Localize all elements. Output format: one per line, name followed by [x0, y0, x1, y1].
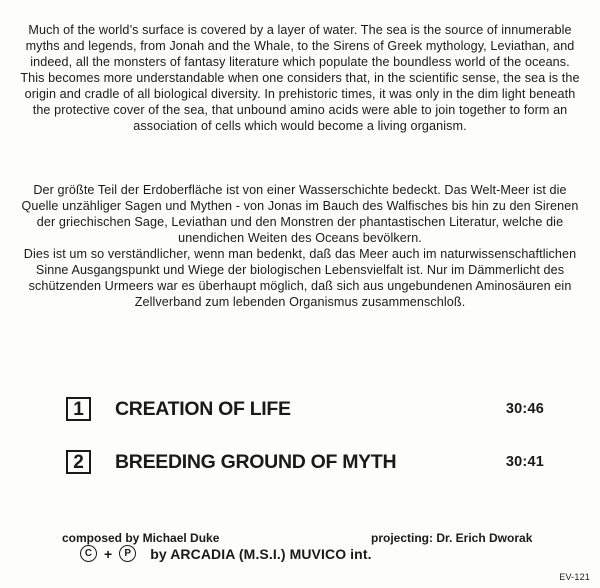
- english-paragraph-2: This becomes more understandable when one considers that, in the scientific sense, the sea is the origin and cradle of all biological diversity. In prehistoric times, it was only in the dim light beneath the protective cover of the sea, that unbound amino acids were able to join together to form an association of cells which would become a living organism.: [20, 71, 580, 133]
- copyright-line: [80, 545, 372, 562]
- phonogram-icon: P: [119, 545, 136, 562]
- german-description: [18, 182, 582, 310]
- track-title: BREEDING GROUND OF MYTH: [115, 450, 397, 473]
- copyright-icon: C: [80, 545, 97, 562]
- plus-sign: +: [104, 545, 113, 562]
- composer-credit: composed by Michael Duke: [62, 531, 220, 545]
- track-duration: 30:41: [505, 454, 544, 470]
- english-description: [18, 22, 582, 134]
- track-item: [66, 395, 544, 423]
- german-paragraph-2: Dies ist um so verständlicher, wenn man bedenkt, daß das Meer auch im naturwissenschaftlichen Sinne Ausgangspunkt und Wiege der biologischen Lebensvielfalt ist. Nur im Dämmerlicht des schützenden Urmeers war es überhaupt möglich, daß sich aus ungebundenen Aminosäuren ein Zellverband zum lebenden Organismus zusammenschloß.: [23, 247, 577, 309]
- catalog-number: EV-121: [559, 572, 590, 582]
- german-paragraph-1: Der größte Teil der Erdoberfläche ist von einer Wasserschichte bedeckt. Das Welt-Meer ist die Quelle unzähliger Sagen und Mythen - von Jonas im Bauch des Walfisches bis hin zu den Sirenen der griechischen Sage, Leviathan und den Monstren der phantastischen Literatur, welche die unendichen Weiten des Oceans bevölkern.: [21, 183, 579, 245]
- track-duration: 30:46: [505, 401, 544, 417]
- label-credit: by ARCADIA (M.S.I.) MUVICO int.: [150, 545, 372, 562]
- track-number-box: 2: [66, 450, 91, 474]
- projecting-credit: projecting: Dr. Erich Dworak: [371, 531, 533, 545]
- track-title: CREATION OF LIFE: [115, 397, 291, 420]
- english-paragraph-1: Much of the world’s surface is covered by a layer of water. The sea is the source of innumerable myths and legends, from Jonah and the Whale, to the Sirens of Greek mythology, Leviathan, and indeed, all the monsters of fantasy literature which populate the boundless world of the oceans.: [25, 23, 575, 69]
- track-number-box: 1: [66, 397, 91, 421]
- track-item: [66, 448, 544, 476]
